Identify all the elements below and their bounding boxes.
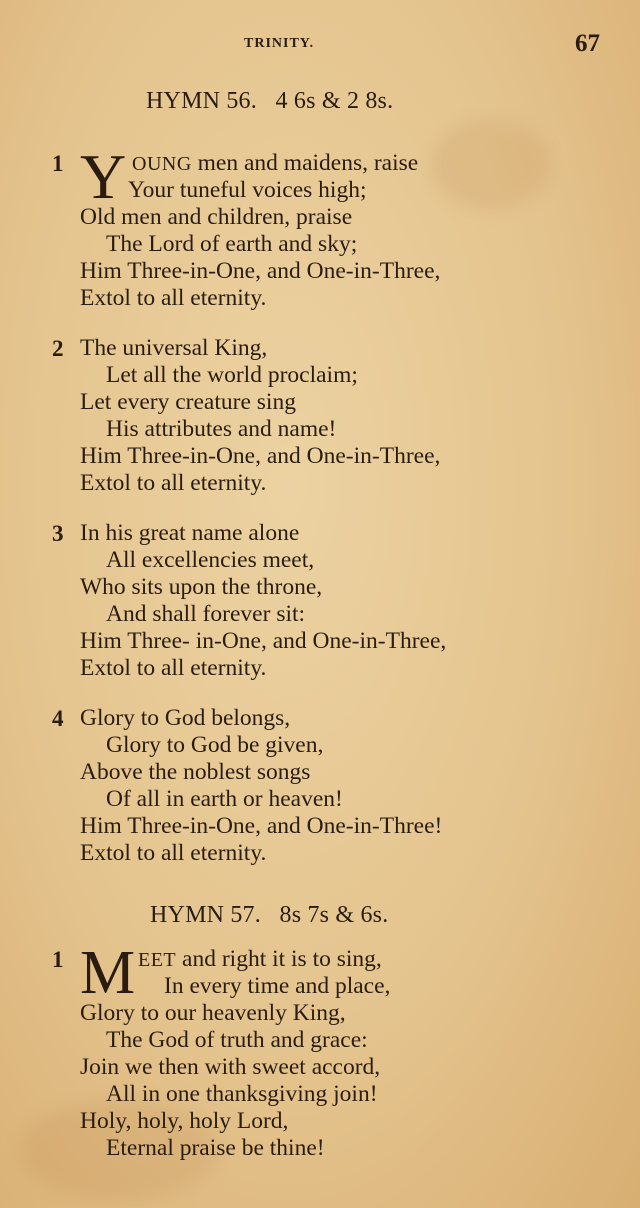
stanza — [52, 335, 612, 497]
verse-line: 1 Y OUNG men and maidens, raise — [52, 141, 419, 212]
verse-line: 1 M EET and right it is to sing, — [52, 939, 382, 1007]
verse-line: The Lord of earth and sky; — [106, 231, 358, 257]
running-title: TRINITY. — [244, 36, 315, 51]
hymn-heading: HYMN 56. 4 6s & 2 8s. — [146, 88, 394, 114]
verse-line: Glory to God be given, — [106, 732, 324, 758]
verse-line: His attributes and name! — [106, 416, 337, 442]
drop-cap: Y — [80, 141, 127, 212]
verse-number: 1 — [52, 151, 64, 176]
verse-line: Extol to all eternity. — [80, 470, 267, 496]
drop-cap: M — [80, 939, 136, 1007]
running-head — [0, 30, 640, 58]
verse-line: Let all the world proclaim; — [106, 362, 358, 388]
verse-line: In every time and place, — [164, 973, 391, 999]
hymn-heading: HYMN 57. 8s 7s & 6s. — [150, 902, 389, 928]
verse-number: 4 — [52, 706, 64, 731]
stanza — [52, 141, 612, 312]
stanza — [52, 705, 612, 867]
verse-number: 1 — [52, 947, 64, 972]
verse-line: Let every creature sing — [80, 389, 296, 415]
verse-line: 4 Glory to God belongs, — [52, 705, 291, 731]
verse-line: Of all in earth or heaven! — [106, 786, 343, 812]
verse-line: Extol to all eternity. — [80, 655, 267, 681]
verse-line: And shall forever sit: — [106, 601, 306, 627]
verse-line: Him Three-in-One, and One-in-Three, — [80, 258, 441, 284]
verse-line: Holy, holy, holy Lord, — [80, 1108, 289, 1134]
verse-line: Above the noblest songs — [80, 759, 311, 785]
verse-line: Eternal praise be thine! — [106, 1135, 325, 1161]
stanza — [52, 939, 612, 1162]
verse-line: The God of truth and grace: — [106, 1027, 368, 1053]
verse-line: Your tuneful voices high; — [128, 177, 367, 203]
verse-line: Glory to our heavenly King, — [80, 1000, 346, 1026]
verse-line: All excellencies meet, — [106, 547, 315, 573]
verse-line: Him Three- in-One, and One-in-Three, — [80, 628, 447, 654]
first-word-rest: OUNG — [132, 153, 192, 175]
verse-number: 2 — [52, 336, 64, 361]
verse-number: 3 — [52, 521, 64, 546]
verse-line: Who sits upon the throne, — [80, 574, 323, 600]
first-word-rest: EET — [138, 949, 177, 971]
verse-line: Old men and children, praise — [80, 204, 353, 230]
verse-line: Extol to all eternity. — [80, 840, 267, 866]
verse-line: Join we then with sweet accord, — [80, 1054, 381, 1080]
verse-line: 3 In his great name alone — [52, 520, 300, 546]
verse-line: Him Three-in-One, and One-in-Three! — [80, 813, 443, 839]
verse-line: Extol to all eternity. — [80, 285, 267, 311]
stanza — [52, 520, 612, 682]
page-number: 67 — [575, 30, 600, 57]
verse-line: All in one thanksgiving join! — [106, 1081, 378, 1107]
verse-line: 2 The universal King, — [52, 335, 268, 361]
verse-line: Him Three-in-One, and One-in-Three, — [80, 443, 441, 469]
